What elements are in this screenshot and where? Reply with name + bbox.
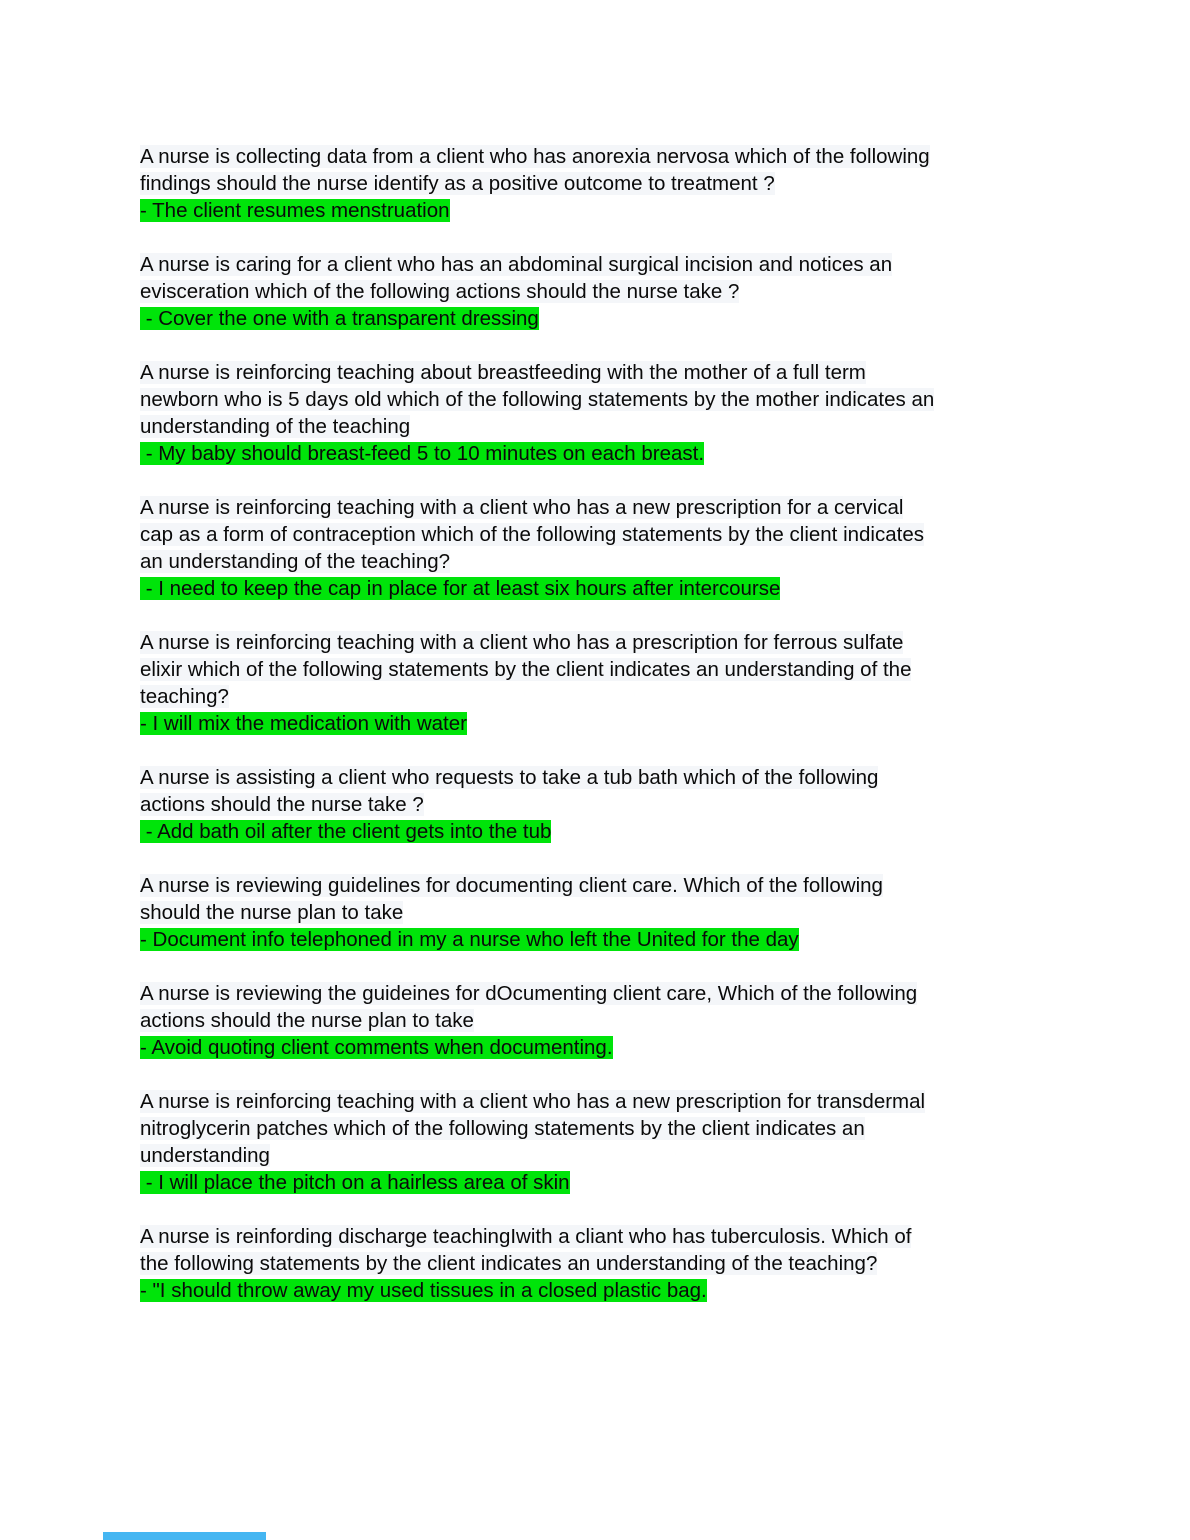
- answer-line: [140, 710, 1060, 737]
- question-text: A nurse is reinforcing teaching with a client who has a new prescription for transdermal: [140, 1090, 926, 1113]
- answer-highlight-text: - The client resumes menstruation: [140, 199, 450, 222]
- qa-block: [140, 359, 1060, 467]
- question-text: findings should the nurse identify as a positive outcome to treatment ?: [140, 172, 775, 195]
- question-line: [140, 494, 1060, 521]
- question-text: A nurse is reinforcing teaching with a client who has a new prescription for a cervical: [140, 496, 904, 519]
- question-text: actions should the nurse take ?: [140, 793, 424, 816]
- question-line: [140, 548, 1060, 575]
- answer-line: [140, 818, 1060, 845]
- answer-line: [140, 1277, 1060, 1304]
- answer-highlight-text: - Add bath oil after the client gets into the tub: [140, 820, 552, 843]
- answer-highlight-text: - Avoid quoting client comments when documenting.: [140, 1036, 613, 1059]
- question-text: understanding: [140, 1144, 270, 1167]
- qa-block: [140, 764, 1060, 845]
- answer-highlight-text: - I will mix the medication with water: [140, 712, 467, 735]
- question-line: [140, 359, 1060, 386]
- answer-line: [140, 197, 1060, 224]
- question-text: evisceration which of the following actions should the nurse take ?: [140, 280, 740, 303]
- qa-block: [140, 980, 1060, 1061]
- answer-highlight-text: - My baby should breast-feed 5 to 10 minutes on each breast.: [140, 442, 705, 465]
- question-line: [140, 521, 1060, 548]
- question-line: [140, 764, 1060, 791]
- answer-line: [140, 575, 1060, 602]
- question-text: elixir which of the following statements by the client indicates an understanding of the: [140, 658, 912, 681]
- answer-highlight-text: - "I should throw away my used tissues in a closed plastic bag.: [140, 1279, 707, 1302]
- question-line: [140, 1115, 1060, 1142]
- partial-blue-highlight-bar: [103, 1532, 266, 1540]
- answer-line: [140, 1034, 1060, 1061]
- answer-highlight-text: - Document info telephoned in my a nurse who left the United for the day: [140, 928, 799, 951]
- question-line: [140, 629, 1060, 656]
- answer-line: [140, 1169, 1060, 1196]
- qa-block: [140, 1223, 1060, 1304]
- question-line: [140, 278, 1060, 305]
- question-text: A nurse is reinforcing teaching with a client who has a prescription for ferrous sulfate: [140, 631, 904, 654]
- question-line: [140, 1223, 1060, 1250]
- question-line: [140, 386, 1060, 413]
- question-line: [140, 791, 1060, 818]
- question-line: [140, 251, 1060, 278]
- question-text: A nurse is assisting a client who requests to take a tub bath which of the following: [140, 766, 879, 789]
- question-line: [140, 1250, 1060, 1277]
- question-text: nitroglycerin patches which of the following statements by the client indicates an: [140, 1117, 865, 1140]
- answer-line: [140, 440, 1060, 467]
- question-line: [140, 1088, 1060, 1115]
- qa-block: [140, 143, 1060, 224]
- question-text: A nurse is reviewing the guideines for dOcumenting client care, Which of the following: [140, 982, 918, 1005]
- question-text: actions should the nurse plan to take: [140, 1009, 474, 1032]
- answer-highlight-text: - I will place the pitch on a hairless area of skin: [140, 1171, 570, 1194]
- question-text: cap as a form of contraception which of the following statements by the client indicates: [140, 523, 924, 546]
- question-text: teaching?: [140, 685, 229, 708]
- question-line: [140, 1142, 1060, 1169]
- question-line: [140, 1007, 1060, 1034]
- qa-block: [140, 872, 1060, 953]
- answer-highlight-text: - Cover the one with a transparent dressing: [140, 307, 539, 330]
- answer-highlight-text: - I need to keep the cap in place for at least six hours after intercourse: [140, 577, 781, 600]
- answer-line: [140, 926, 1060, 953]
- question-line: [140, 872, 1060, 899]
- question-line: [140, 143, 1060, 170]
- question-line: [140, 899, 1060, 926]
- qa-block: [140, 1088, 1060, 1196]
- question-line: [140, 413, 1060, 440]
- answer-line: [140, 305, 1060, 332]
- question-line: [140, 656, 1060, 683]
- question-line: [140, 170, 1060, 197]
- question-text: A nurse is reinfording discharge teachingIwith a cliant who has tuberculosis. Which of: [140, 1225, 912, 1248]
- question-text: should the nurse plan to take: [140, 901, 404, 924]
- question-text: the following statements by the client indicates an understanding of the teaching?: [140, 1252, 878, 1275]
- qa-block: [140, 494, 1060, 602]
- question-text: understanding of the teaching: [140, 415, 411, 438]
- question-line: [140, 980, 1060, 1007]
- question-text: A nurse is reviewing guidelines for documenting client care. Which of the following: [140, 874, 883, 897]
- question-text: A nurse is collecting data from a client who has anorexia nervosa which of the following: [140, 145, 930, 168]
- question-text: newborn who is 5 days old which of the following statements by the mother indicates an: [140, 388, 935, 411]
- question-text: A nurse is reinforcing teaching about breastfeeding with the mother of a full term: [140, 361, 866, 384]
- question-line: [140, 683, 1060, 710]
- qa-list: [140, 143, 1060, 1331]
- qa-block: [140, 629, 1060, 737]
- question-text: A nurse is caring for a client who has an abdominal surgical incision and notices an: [140, 253, 893, 276]
- qa-block: [140, 251, 1060, 332]
- question-text: an understanding of the teaching?: [140, 550, 451, 573]
